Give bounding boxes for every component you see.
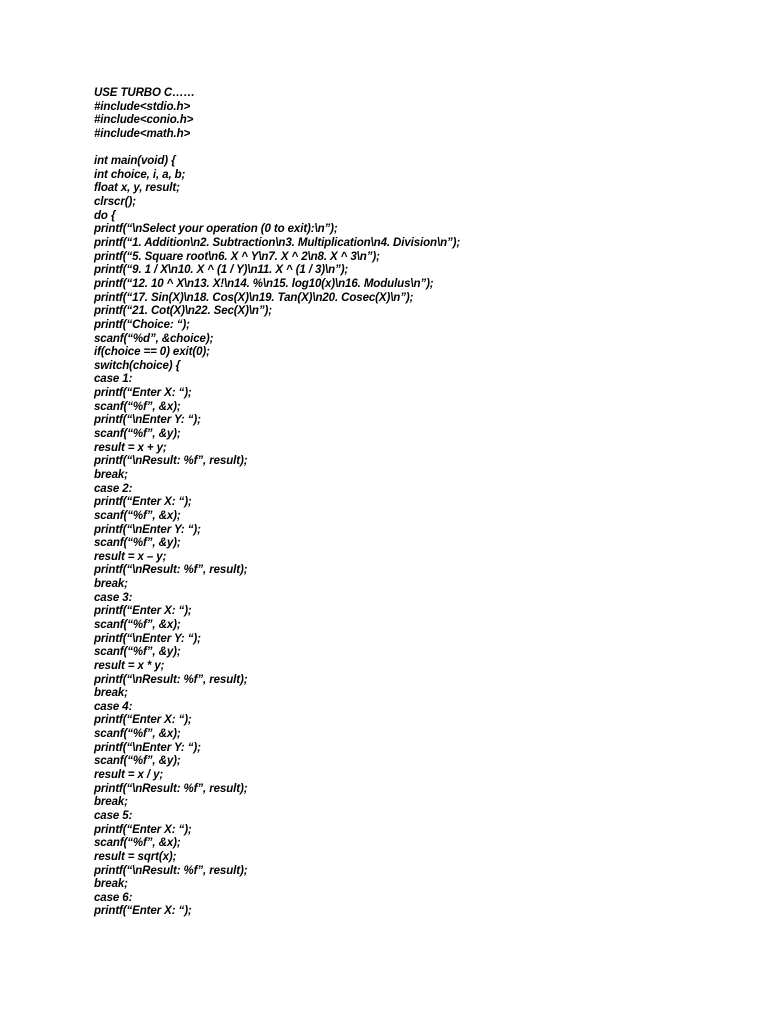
code-line: clrscr(); <box>94 196 136 209</box>
code-line <box>94 142 734 156</box>
code-line: scanf(“%f”, &x); <box>94 728 181 741</box>
code-line: case 1: <box>94 373 133 386</box>
code-line: case 6: <box>94 891 133 904</box>
code-line: printf(“\nEnter Y: “); <box>94 741 201 754</box>
code-line: printf(“1. Addition\n2. Subtraction\n3. Multiplication\n4. Division\n”); <box>94 237 461 250</box>
code-line: printf(“\nResult: %f”, result); <box>94 782 248 795</box>
code-line: scanf(“%f”, &y); <box>94 646 181 659</box>
code-line: USE TURBO C…… <box>94 87 195 99</box>
code-line: scanf(“%d”, &choice); <box>94 332 214 345</box>
code-line: printf(“\nResult: %f”, result); <box>94 864 248 877</box>
code-line: scanf(“%f”, &x); <box>94 509 181 522</box>
code-line: printf(“\nResult: %f”, result); <box>94 564 248 577</box>
code-line: if(choice == 0) exit(0); <box>94 346 210 359</box>
code-line: break; <box>94 796 128 809</box>
code-line: int choice, i, a, b; <box>94 168 186 181</box>
code-line: scanf(“%f”, &x); <box>94 837 181 850</box>
code-line: printf(“5. Square root\n6. X ^ Y\n7. X ^ 2\n8. X ^ 3\n”); <box>94 250 380 263</box>
code-line: scanf(“%f”, &y); <box>94 537 181 550</box>
code-line: printf(“21. Cot(X)\n22. Sec(X)\n”); <box>94 305 272 318</box>
code-line: printf(“Enter X: “); <box>94 823 192 836</box>
code-line: case 4: <box>94 700 133 713</box>
code-line: break; <box>94 687 128 700</box>
code-line: #include<conio.h> <box>94 114 194 127</box>
code-line: int main(void) { <box>94 155 176 168</box>
code-line: scanf(“%f”, &y); <box>94 428 181 441</box>
code-line: case 5: <box>94 809 133 822</box>
code-line: result = x / y; <box>94 769 164 782</box>
code-line: break; <box>94 878 128 891</box>
code-line: #include<math.h> <box>94 127 191 140</box>
code-line: printf(“\nResult: %f”, result); <box>94 673 248 686</box>
code-line: printf(“9. 1 / X\n10. X ^ (1 / Y)\n11. X ^ (1 / 3)\n”); <box>94 264 349 277</box>
code-line: break; <box>94 578 128 591</box>
code-line: scanf(“%f”, &x); <box>94 618 181 631</box>
code-line: printf(“\nEnter Y: “); <box>94 632 201 645</box>
code-line: result = x – y; <box>94 550 167 563</box>
code-line: printf(“Enter X: “); <box>94 605 192 618</box>
code-line: printf(“Enter X: “); <box>94 496 192 509</box>
code-line: printf(“Enter X: “); <box>94 387 192 400</box>
code-line: scanf(“%f”, &x); <box>94 400 181 413</box>
code-line: result = x + y; <box>94 441 167 454</box>
code-line: break; <box>94 468 128 481</box>
code-line: case 2: <box>94 482 133 495</box>
code-line: printf(“Enter X: “); <box>94 905 192 918</box>
code-listing <box>94 87 734 919</box>
code-line: printf(“Choice: “); <box>94 318 190 331</box>
code-line: float x, y, result; <box>94 182 180 195</box>
code-line: printf(“\nEnter Y: “); <box>94 414 201 427</box>
code-line: result = x * y; <box>94 659 165 672</box>
code-line: case 3: <box>94 591 133 604</box>
code-line: printf(“\nEnter Y: “); <box>94 523 201 536</box>
code-line: #include<stdio.h> <box>94 100 191 113</box>
code-line: printf(“12. 10 ^ X\n13. X!\n14. %\n15. log10(x)\n16. Modulus\n”); <box>94 277 434 290</box>
code-line: scanf(“%f”, &y); <box>94 755 181 768</box>
code-line: printf(“17. Sin(X)\n18. Cos(X)\n19. Tan(X)\n20. Cosec(X)\n”); <box>94 291 414 304</box>
code-line: printf(“\nResult: %f”, result); <box>94 455 248 468</box>
code-line: printf(“Enter X: “); <box>94 714 192 727</box>
code-line: do { <box>94 209 116 222</box>
code-line: switch(choice) { <box>94 359 180 372</box>
code-line: result = sqrt(x); <box>94 850 177 863</box>
code-line: printf(“\nSelect your operation (0 to exit):\n”); <box>94 223 338 236</box>
